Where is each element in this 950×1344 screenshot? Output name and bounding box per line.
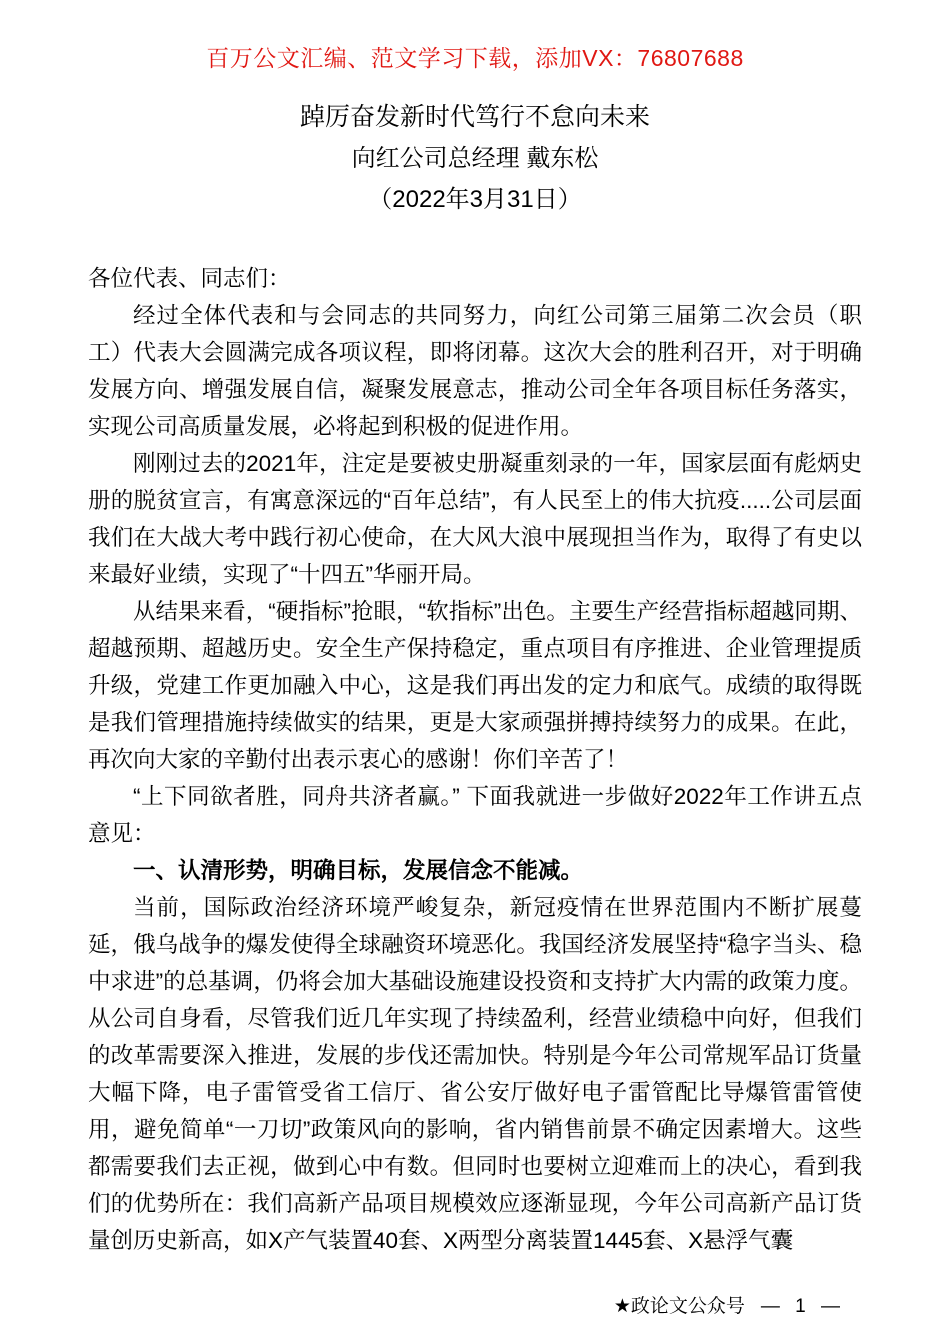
promo-banner-text: 百万公文汇编、范文学习下载，添加VX：76807688 [206,45,744,71]
paragraph-results: 从结果来看，“硬指标”抢眼，“软指标”出色。主要生产经营指标超越同期、超越预期、超越历史。安全生产保持稳定，重点项目有序推进、企业管理提质升级，党建工作更加融入中心，这是我们再出发的定力和底气。成绩的取得既是我们管理措施持续做实的结果，更是大家顽强拼搏持续努力的成果。在此，再次向大家的辛勤付出表示衷心的感谢！你们辛苦了！ [88,599,862,772]
paragraph-situation-analysis: 当前，国际政治经济环境严峻复杂，新冠疫情在世界范围内不断扩展蔓延，俄乌战争的爆发使得全球融资环境恶化。我国经济发展坚持“稳字当头、稳中求进”的总基调，仍将会加大基础设施建设投资和支持扩大内需的政策力度。从公司自身看，尽管我们近几年实现了持续盈利，经营业绩稳中向好，但我们的改革需要深入推进，发展的步伐还需加快。特别是今年公司常规军品订货量大幅下降，电子雷管受省工信厅、省公安厅做好电子雷管配比导爆管雷管使用，避免简单“一刀切”政策风向的影响，省内销售前景不确定因素增大。这些都需要我们去正视，做到心中有数。但同时也要树立迎难而上的决心，看到我们的优势所在：我们高新产品项目规模效应逐渐显现，今年公司高新产品订货量创历史新高，如X产气装置40套、X两型分离装置1445套、X悬浮气囊 [88,895,862,1253]
document-body [0,260,950,1259]
document-date: （2022年3月31日） [368,186,582,213]
salutation-line: 各位代表、同志们： [88,266,291,291]
page-footer [614,1291,840,1318]
title-block [0,97,950,220]
section-heading-1: 一、认清形势，明确目标，发展信念不能减。 [133,858,584,883]
paragraph-quote-transition: “上下同欲者胜，同舟共济者赢。” 下面我就进一步做好2022年工作讲五点意见： [88,784,862,846]
paragraph-2021-review: 刚刚过去的2021年，注定是要被史册凝重刻录的一年，国家层面有彪炳史册的脱贫宣言，有寓意深远的“百年总结”，有人民至上的伟大抗疫.....公司层面我们在大战大考中践行初心使命，在大风大浪中展现担当作为，取得了有史以来最好业绩，实现了“十四五”华丽开局。 [88,451,862,587]
document-title: 踔厉奋发新时代笃行不怠向未来 [299,103,650,131]
paragraph-opening: 经过全体代表和与会同志的共同努力，向红公司第三届第二次会员（职工）代表大会圆满完成各项议程，即将闭幕。这次大会的胜利召开，对于明确发展方向、增强发展自信，凝聚发展意志，推动公司全年各项目标任务落实，实现公司高质量发展，必将起到积极的促进作用。 [88,303,862,439]
document-speaker: 向红公司总经理 戴东松 [351,145,599,172]
footer-source-label: ★政论文公众号 [613,1296,745,1317]
page-number: — 1 — [760,1296,840,1317]
